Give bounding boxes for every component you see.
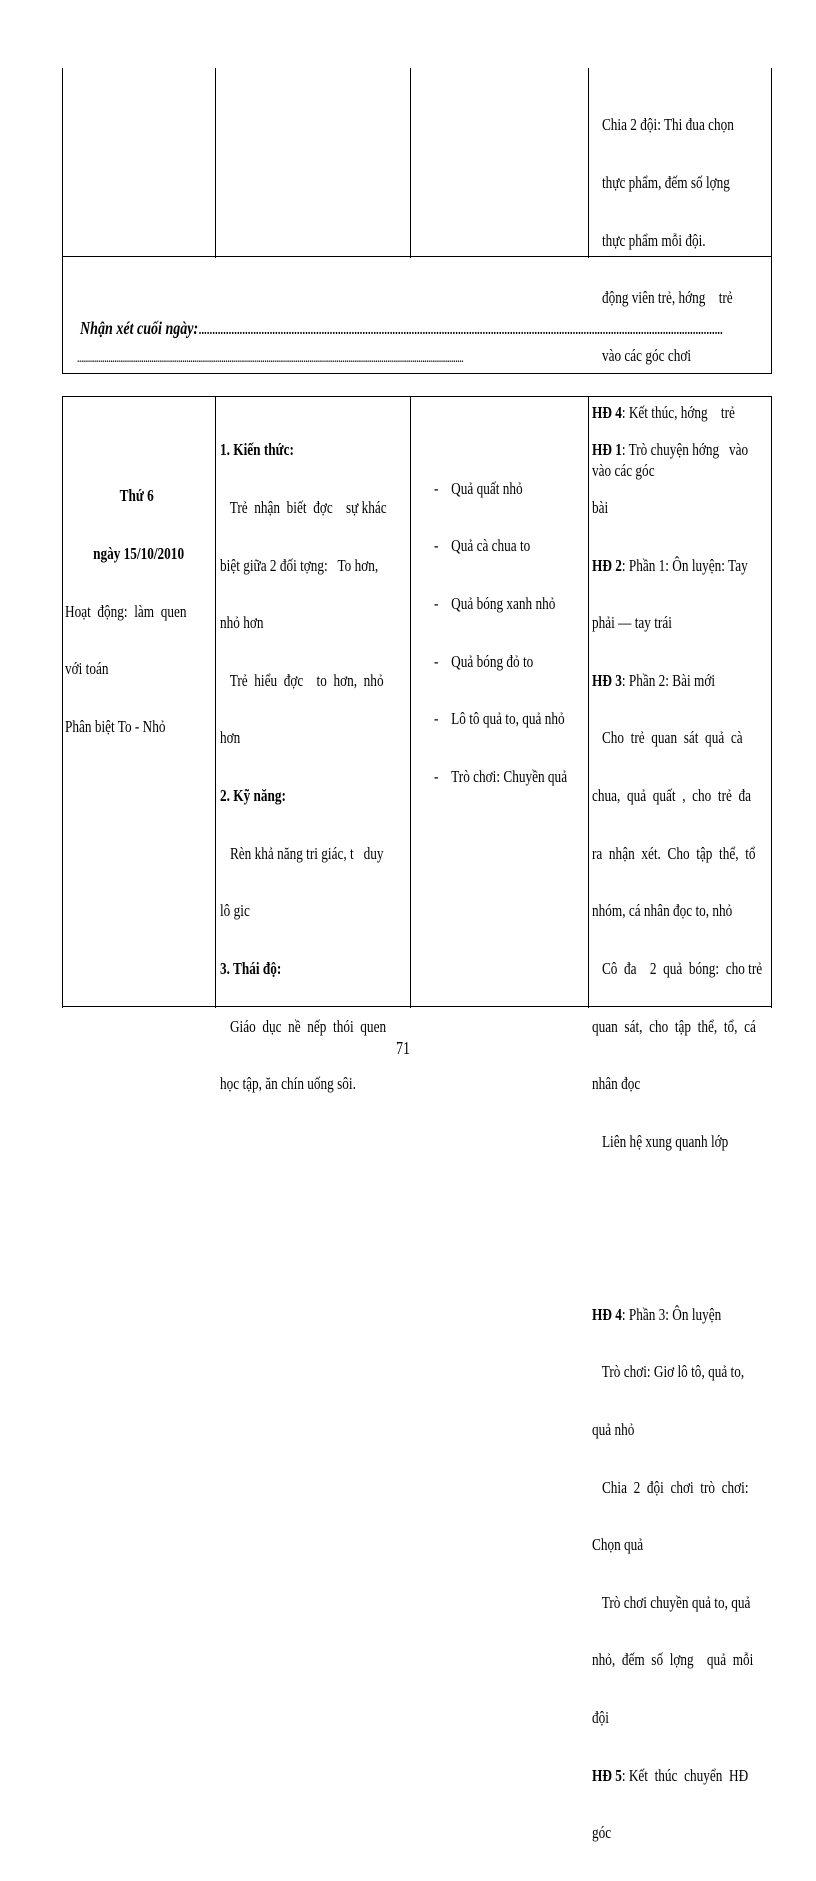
- text-line: Chia 2 đội: Thi đua chọn: [592, 115, 734, 135]
- text-line: thực phẩm, đếm số lợng: [592, 173, 730, 193]
- text-line: đội: [592, 1708, 609, 1727]
- hd2-line: [592, 556, 771, 575]
- text-line: nhỏ hơn: [220, 613, 264, 633]
- text-line: ra nhận xét. Cho tập thể, tổ: [592, 843, 756, 863]
- text-line: nhỏ, đếm số lợng quả mỗi: [592, 1650, 754, 1670]
- hd-label: HĐ 3: [592, 670, 622, 690]
- text-line: nhân đọc: [592, 1074, 641, 1094]
- activities-cell: [592, 402, 816, 1881]
- spacer: [592, 1189, 771, 1266]
- list-item: - Trò chơi: Chuyền quả: [434, 767, 590, 786]
- objectives-cell: [220, 402, 460, 1132]
- comment-label: Nhận xét cuối ngày:: [80, 318, 199, 338]
- text-line: vào các góc: [592, 461, 655, 481]
- text-line: Trẻ nhận biết đợc sự khác: [220, 498, 387, 518]
- text-line: Rèn khả năng tri giác, t duy: [220, 843, 384, 863]
- hd5-line: [592, 1766, 771, 1785]
- hd-label: HĐ 4: [592, 1304, 622, 1324]
- list-item: - Quả cà chua to: [434, 536, 590, 555]
- text-line: vào các góc chơi: [592, 345, 692, 365]
- text-line: Chia 2 đội chơi trò chơi:: [592, 1477, 749, 1497]
- attitude-heading: 3. Thái độ:: [220, 958, 282, 978]
- page-number: 71: [396, 1038, 411, 1058]
- text-line: Trò chơi: Giơ lô tô, quả to,: [592, 1362, 745, 1382]
- text-line: quả nhỏ: [592, 1419, 635, 1439]
- text-line: quan sát, cho tập thể, tổ, cá: [592, 1016, 756, 1036]
- hd-label: HĐ 4: [592, 403, 622, 423]
- hd1-line: [592, 440, 771, 459]
- activity-line: Hoạt động: làm quen: [65, 601, 187, 621]
- comment-dots-line: [66, 335, 674, 383]
- text-line: bài: [592, 498, 609, 518]
- text-line: hơn: [220, 728, 241, 748]
- text-line: nhóm, cá nhân đọc to, nhỏ: [592, 901, 733, 921]
- hd-label: HĐ 5: [592, 1765, 622, 1785]
- text-line: Liên hệ xung quanh lớp: [592, 1131, 729, 1151]
- text-line: thực phẩm mỗi đội.: [592, 230, 706, 250]
- list-item: - Lô tô quả to, quả nhỏ: [434, 709, 590, 728]
- hd-text: : Phần 1: Ôn luyện: Tay: [621, 555, 748, 575]
- hd-text: : Phần 3: Ôn luyện: [621, 1304, 722, 1324]
- hd-text: : Phần 2: Bài mới: [621, 670, 716, 690]
- text-line: học tập, ăn chín uống sôi.: [220, 1074, 356, 1094]
- text-line: Trò chơi chuyền quả to, quả: [592, 1592, 751, 1612]
- text-line: biệt giữa 2 đối tợng: To hơn,: [220, 555, 379, 575]
- text-line: Cô đa 2 quả bóng: cho trẻ: [592, 958, 763, 978]
- skills-heading: 2. Kỹ năng:: [220, 786, 286, 806]
- text-line: Trẻ hiểu đợc to hơn, nhỏ: [220, 670, 384, 690]
- list-item: - Quả quất nhỏ: [434, 479, 590, 498]
- text-line: Chọn quả: [592, 1535, 644, 1555]
- text-line: phải — tay trái: [592, 613, 672, 633]
- hd-text: : Kết thúc chuyển HĐ: [621, 1765, 749, 1785]
- activity-line: với toán: [65, 659, 109, 679]
- hd-label: HĐ 1: [592, 440, 622, 460]
- text-line: lô gic: [220, 901, 250, 921]
- text-line: Giáo dục nề nếp thói quen: [220, 1016, 387, 1036]
- day-title: Thứ 6: [119, 486, 154, 506]
- list-item: - Quả bóng đỏ to: [434, 652, 590, 671]
- comment-dots: ......................................................................................................................................................................................................: [76, 351, 464, 366]
- knowledge-heading: 1. Kiến thức:: [220, 440, 294, 460]
- text-line: Cho trẻ quan sát quả cà: [592, 728, 743, 748]
- hd-text: : Kết thúc, hớng trẻ: [621, 403, 735, 423]
- lesson-topic: Phân biệt To - Nhỏ: [65, 716, 166, 736]
- materials-list: [434, 440, 590, 824]
- text-line: góc: [592, 1823, 612, 1843]
- hd3-line: [592, 671, 771, 690]
- text-line: động viên trẻ, hớng trẻ: [592, 288, 733, 308]
- day-date: ngày 15/10/2010: [93, 544, 185, 564]
- hd-text: : Trò chuyện hớng vào: [621, 440, 749, 460]
- hd4-line: [592, 1305, 771, 1324]
- comment-dots: ................................................................................................................................................................................................: [198, 318, 723, 338]
- text-line: chua, quả quất , cho trẻ đa: [592, 786, 752, 806]
- hd-label: HĐ 2: [592, 555, 622, 575]
- list-item: - Quả bóng xanh nhỏ: [434, 594, 590, 613]
